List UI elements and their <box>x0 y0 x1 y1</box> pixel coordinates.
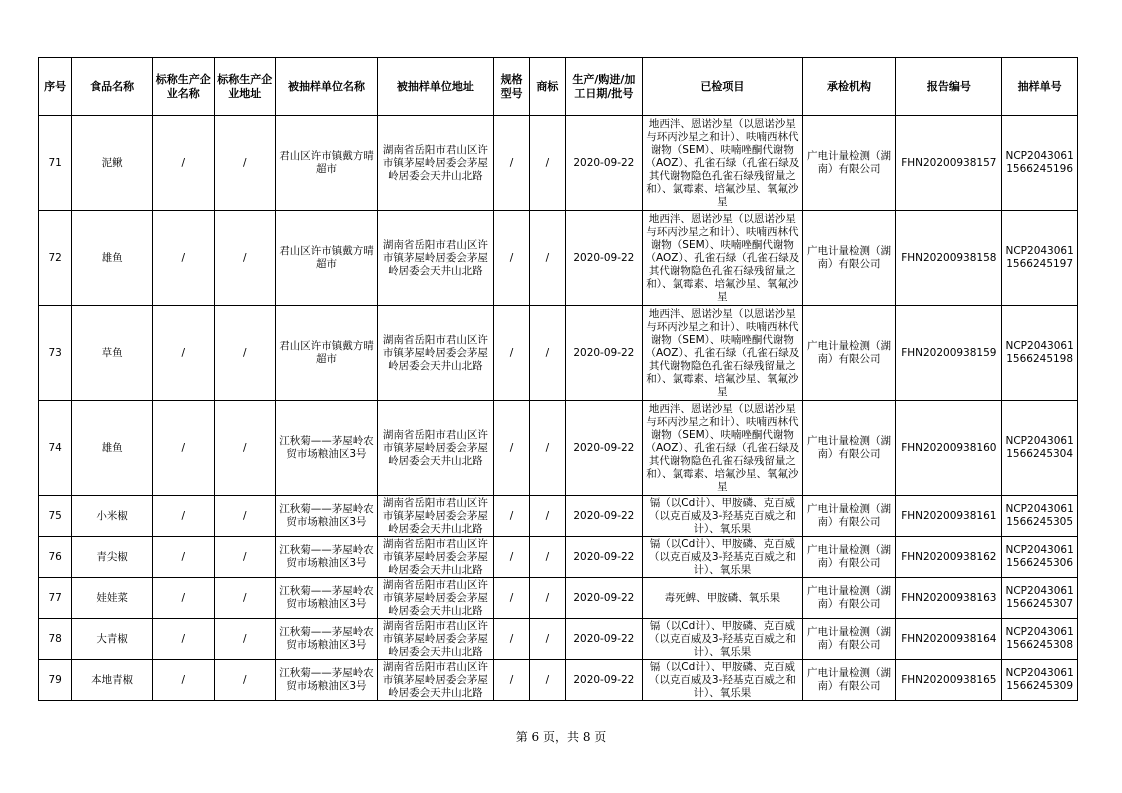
cell-no: 72 <box>39 211 72 306</box>
cell-no: 75 <box>39 496 72 537</box>
cell-food-name: 大青椒 <box>72 619 153 660</box>
cell-sampled-unit-name: 江秋菊——茅屋岭农贸市场粮油区3号 <box>276 496 378 537</box>
cell-brand: / <box>530 619 565 660</box>
cell-mfr-address: / <box>214 537 276 578</box>
cell-agency: 广电计量检测（湖南）有限公司 <box>802 116 896 211</box>
cell-food-name: 雄鱼 <box>72 401 153 496</box>
header-food-name: 食品名称 <box>72 58 153 116</box>
cell-no: 71 <box>39 116 72 211</box>
header-sample-no: 抽样单号 <box>1002 58 1078 116</box>
cell-sampled-unit-address: 湖南省岳阳市君山区许市镇茅屋岭居委会茅屋岭居委会天井山北路 <box>377 116 493 211</box>
cell-tested-items: 毒死蜱、甲胺磷、氧乐果 <box>643 578 802 619</box>
cell-date: 2020-09-22 <box>565 116 643 211</box>
cell-no: 79 <box>39 660 72 701</box>
cell-report-no: FHN20200938164 <box>896 619 1002 660</box>
cell-sampled-unit-name: 江秋菊——茅屋岭农贸市场粮油区3号 <box>276 660 378 701</box>
cell-no: 73 <box>39 306 72 401</box>
cell-spec: / <box>493 660 529 701</box>
cell-mfr-address: / <box>214 116 276 211</box>
header-mfr-address: 标称生产企业地址 <box>214 58 276 116</box>
cell-no: 78 <box>39 619 72 660</box>
cell-sample-no: NCP20430611566245196 <box>1002 116 1078 211</box>
cell-brand: / <box>530 578 565 619</box>
cell-mfr-address: / <box>214 211 276 306</box>
cell-mfr-name: / <box>152 211 214 306</box>
cell-date: 2020-09-22 <box>565 306 643 401</box>
cell-sample-no: NCP20430611566245309 <box>1002 660 1078 701</box>
cell-date: 2020-09-22 <box>565 619 643 660</box>
cell-brand: / <box>530 401 565 496</box>
cell-sampled-unit-address: 湖南省岳阳市君山区许市镇茅屋岭居委会茅屋岭居委会天井山北路 <box>377 401 493 496</box>
header-tested-items: 已检项目 <box>643 58 802 116</box>
cell-sampled-unit-name: 江秋菊——茅屋岭农贸市场粮油区3号 <box>276 619 378 660</box>
cell-sample-no: NCP20430611566245306 <box>1002 537 1078 578</box>
cell-sampled-unit-name: 君山区许市镇戴方晴超市 <box>276 211 378 306</box>
cell-agency: 广电计量检测（湖南）有限公司 <box>802 619 896 660</box>
cell-tested-items: 镉（以Cd计）、甲胺磷、克百威（以克百威及3-羟基克百威之和计）、氧乐果 <box>643 537 802 578</box>
cell-report-no: FHN20200938163 <box>896 578 1002 619</box>
table-row <box>39 578 1078 619</box>
cell-tested-items: 地西泮、恩诺沙星（以恩诺沙星与环丙沙星之和计）、呋喃西林代谢物（SEM）、呋喃唑酮代谢物（AOZ）、孔雀石绿（孔雀石绿及其代谢物隐色孔雀石绿残留量之和）、氯霉素、培氟沙星、氧氟沙星 <box>643 306 802 401</box>
cell-report-no: FHN20200938157 <box>896 116 1002 211</box>
cell-no: 77 <box>39 578 72 619</box>
cell-report-no: FHN20200938161 <box>896 496 1002 537</box>
cell-sample-no: NCP20430611566245307 <box>1002 578 1078 619</box>
cell-food-name: 草鱼 <box>72 306 153 401</box>
header-mfr-name: 标称生产企业名称 <box>152 58 214 116</box>
cell-spec: / <box>493 578 529 619</box>
cell-brand: / <box>530 306 565 401</box>
cell-mfr-name: / <box>152 496 214 537</box>
cell-food-name: 娃娃菜 <box>72 578 153 619</box>
cell-spec: / <box>493 116 529 211</box>
cell-sampled-unit-name: 江秋菊——茅屋岭农贸市场粮油区3号 <box>276 578 378 619</box>
table-row <box>39 116 1078 211</box>
cell-sampled-unit-name: 君山区许市镇戴方晴超市 <box>276 306 378 401</box>
cell-agency: 广电计量检测（湖南）有限公司 <box>802 496 896 537</box>
cell-food-name: 小米椒 <box>72 496 153 537</box>
cell-sampled-unit-address: 湖南省岳阳市君山区许市镇茅屋岭居委会茅屋岭居委会天井山北路 <box>377 496 493 537</box>
cell-tested-items: 地西泮、恩诺沙星（以恩诺沙星与环丙沙星之和计）、呋喃西林代谢物（SEM）、呋喃唑酮代谢物（AOZ）、孔雀石绿（孔雀石绿及其代谢物隐色孔雀石绿残留量之和）、氯霉素、培氟沙星、氧氟沙星 <box>643 116 802 211</box>
cell-mfr-name: / <box>152 619 214 660</box>
cell-report-no: FHN20200938165 <box>896 660 1002 701</box>
cell-mfr-name: / <box>152 401 214 496</box>
cell-mfr-address: / <box>214 660 276 701</box>
header-date: 生产/购进/加工日期/批号 <box>565 58 643 116</box>
cell-mfr-address: / <box>214 578 276 619</box>
cell-mfr-address: / <box>214 496 276 537</box>
cell-date: 2020-09-22 <box>565 537 643 578</box>
cell-sampled-unit-address: 湖南省岳阳市君山区许市镇茅屋岭居委会茅屋岭居委会天井山北路 <box>377 211 493 306</box>
header-report-no: 报告编号 <box>896 58 1002 116</box>
cell-sampled-unit-name: 君山区许市镇戴方晴超市 <box>276 116 378 211</box>
cell-sample-no: NCP20430611566245197 <box>1002 211 1078 306</box>
cell-agency: 广电计量检测（湖南）有限公司 <box>802 306 896 401</box>
cell-date: 2020-09-22 <box>565 211 643 306</box>
cell-mfr-address: / <box>214 619 276 660</box>
cell-no: 74 <box>39 401 72 496</box>
cell-spec: / <box>493 211 529 306</box>
cell-agency: 广电计量检测（湖南）有限公司 <box>802 537 896 578</box>
inspection-table <box>38 57 1078 701</box>
table-row <box>39 401 1078 496</box>
cell-agency: 广电计量检测（湖南）有限公司 <box>802 401 896 496</box>
cell-spec: / <box>493 619 529 660</box>
cell-sampled-unit-address: 湖南省岳阳市君山区许市镇茅屋岭居委会茅屋岭居委会天井山北路 <box>377 537 493 578</box>
cell-sampled-unit-name: 江秋菊——茅屋岭农贸市场粮油区3号 <box>276 537 378 578</box>
header-no: 序号 <box>39 58 72 116</box>
cell-agency: 广电计量检测（湖南）有限公司 <box>802 211 896 306</box>
header-row <box>39 58 1078 116</box>
table-row <box>39 496 1078 537</box>
cell-sampled-unit-address: 湖南省岳阳市君山区许市镇茅屋岭居委会茅屋岭居委会天井山北路 <box>377 306 493 401</box>
cell-mfr-name: / <box>152 660 214 701</box>
cell-brand: / <box>530 496 565 537</box>
cell-sample-no: NCP20430611566245198 <box>1002 306 1078 401</box>
table-row <box>39 537 1078 578</box>
cell-mfr-name: / <box>152 578 214 619</box>
page-number-footer: 第 6 页，共 8 页 <box>515 730 607 744</box>
cell-sample-no: NCP20430611566245305 <box>1002 496 1078 537</box>
cell-sampled-unit-address: 湖南省岳阳市君山区许市镇茅屋岭居委会茅屋岭居委会天井山北路 <box>377 578 493 619</box>
cell-spec: / <box>493 306 529 401</box>
cell-sampled-unit-address: 湖南省岳阳市君山区许市镇茅屋岭居委会茅屋岭居委会天井山北路 <box>377 660 493 701</box>
cell-date: 2020-09-22 <box>565 496 643 537</box>
header-brand: 商标 <box>530 58 565 116</box>
cell-report-no: FHN20200938162 <box>896 537 1002 578</box>
cell-brand: / <box>530 211 565 306</box>
cell-mfr-name: / <box>152 116 214 211</box>
cell-food-name: 泥鳅 <box>72 116 153 211</box>
cell-date: 2020-09-22 <box>565 660 643 701</box>
table-row <box>39 211 1078 306</box>
cell-report-no: FHN20200938159 <box>896 306 1002 401</box>
cell-mfr-name: / <box>152 537 214 578</box>
cell-spec: / <box>493 401 529 496</box>
cell-mfr-address: / <box>214 306 276 401</box>
cell-tested-items: 镉（以Cd计）、甲胺磷、克百威（以克百威及3-羟基克百威之和计）、氧乐果 <box>643 619 802 660</box>
cell-sampled-unit-name: 江秋菊——茅屋岭农贸市场粮油区3号 <box>276 401 378 496</box>
cell-report-no: FHN20200938158 <box>896 211 1002 306</box>
cell-agency: 广电计量检测（湖南）有限公司 <box>802 660 896 701</box>
table-row <box>39 306 1078 401</box>
cell-tested-items: 镉（以Cd计）、甲胺磷、克百威（以克百威及3-羟基克百威之和计）、氧乐果 <box>643 496 802 537</box>
cell-spec: / <box>493 496 529 537</box>
header-agency: 承检机构 <box>802 58 896 116</box>
header-sampled-unit-name: 被抽样单位名称 <box>276 58 378 116</box>
cell-mfr-address: / <box>214 401 276 496</box>
cell-date: 2020-09-22 <box>565 401 643 496</box>
cell-spec: / <box>493 537 529 578</box>
cell-sample-no: NCP20430611566245304 <box>1002 401 1078 496</box>
cell-food-name: 本地青椒 <box>72 660 153 701</box>
cell-agency: 广电计量检测（湖南）有限公司 <box>802 578 896 619</box>
cell-brand: / <box>530 660 565 701</box>
table-row <box>39 660 1078 701</box>
cell-brand: / <box>530 537 565 578</box>
cell-sampled-unit-address: 湖南省岳阳市君山区许市镇茅屋岭居委会茅屋岭居委会天井山北路 <box>377 619 493 660</box>
cell-sample-no: NCP20430611566245308 <box>1002 619 1078 660</box>
cell-food-name: 青尖椒 <box>72 537 153 578</box>
cell-mfr-name: / <box>152 306 214 401</box>
cell-no: 76 <box>39 537 72 578</box>
cell-report-no: FHN20200938160 <box>896 401 1002 496</box>
header-sampled-unit-address: 被抽样单位地址 <box>377 58 493 116</box>
header-spec: 规格型号 <box>493 58 529 116</box>
cell-date: 2020-09-22 <box>565 578 643 619</box>
table-row <box>39 619 1078 660</box>
cell-tested-items: 地西泮、恩诺沙星（以恩诺沙星与环丙沙星之和计）、呋喃西林代谢物（SEM）、呋喃唑酮代谢物（AOZ）、孔雀石绿（孔雀石绿及其代谢物隐色孔雀石绿残留量之和）、氯霉素、培氟沙星、氧氟沙星 <box>643 211 802 306</box>
cell-food-name: 雄鱼 <box>72 211 153 306</box>
cell-brand: / <box>530 116 565 211</box>
cell-tested-items: 地西泮、恩诺沙星（以恩诺沙星与环丙沙星之和计）、呋喃西林代谢物（SEM）、呋喃唑酮代谢物（AOZ）、孔雀石绿（孔雀石绿及其代谢物隐色孔雀石绿残留量之和）、氯霉素、培氟沙星、氧氟沙星 <box>643 401 802 496</box>
cell-tested-items: 镉（以Cd计）、甲胺磷、克百威（以克百威及3-羟基克百威之和计）、氧乐果 <box>643 660 802 701</box>
